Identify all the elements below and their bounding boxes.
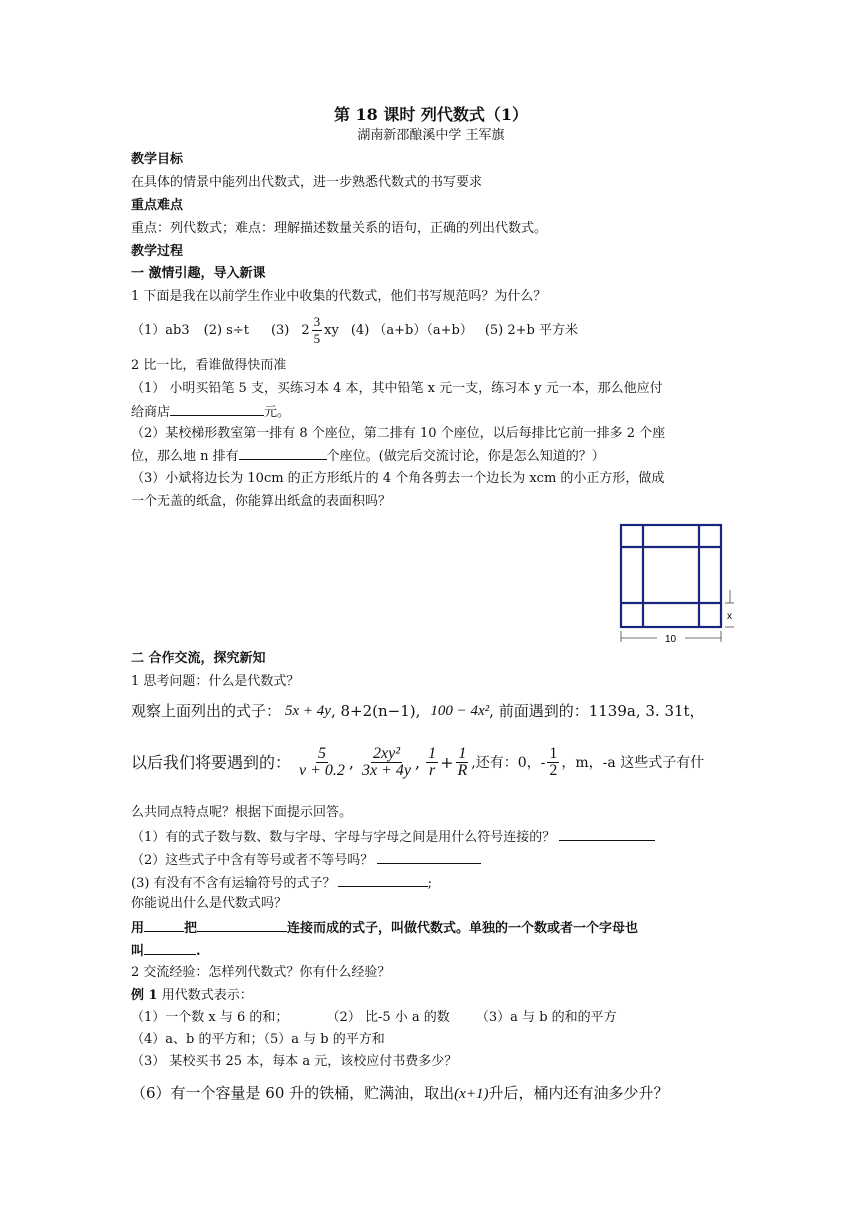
- fraction-denominator: 5: [313, 331, 321, 346]
- answer-blank: [144, 918, 184, 932]
- hint-2: （2）这些式子中含有等号或者不等号吗？: [131, 850, 481, 870]
- example-1-heading: 例 1 用代数式表示：: [131, 988, 253, 1003]
- q1-item-c-fraction: [312, 314, 323, 347]
- can-you-say: 你能说出什么是代数式吗？: [131, 896, 288, 911]
- expr-100-4x2: 100 − 4x²: [430, 703, 490, 719]
- hint-3: (3) 有没有不含有运输符号的式子？ ;: [131, 873, 432, 893]
- example-row-3: （3） 某校买书 25 本，每本 a 元，该校应付书费多少？: [131, 1054, 458, 1069]
- q1-item-d: (4) （a+b）（a+b）: [350, 322, 473, 338]
- expr-5x-4y: 5x + 4y: [285, 703, 331, 719]
- expr-x-plus-1: (x+1): [454, 1086, 489, 1102]
- example-row-4: （6）有一个容量是 60 升的铁桶，贮满油，取出(x+1)升后，桶内还有油多少升？: [131, 1084, 669, 1102]
- common-feature-line: 么共同点特点呢？根据下面提示回答。: [131, 805, 353, 820]
- fraction-5-over-v: $\frac{5}{v + 0.2}$: [299, 745, 345, 779]
- fraction-2xy2: $\frac{\text{2xy²}}{3x + 4y}$: [362, 745, 412, 779]
- fraction-1-over-2: $\frac{1}{2}$: [549, 745, 558, 779]
- q1-item-c-var: xy: [324, 322, 339, 338]
- think-question: 1 思考问题：什么是代数式？: [131, 674, 300, 689]
- part1-heading: 一 激情引趣，导入新课: [131, 266, 266, 281]
- q2-2-line2: 位，那么地 n 排有 个座位。(做完后交流讨论，你是怎么知道的？）: [131, 446, 605, 466]
- definition-line1: 用 把 连接而成的式子，叫做代数式。单独的一个数或者一个字母也: [131, 918, 638, 938]
- fraction-numerator: 3: [313, 314, 321, 329]
- q2-3-line1: （3）小斌将边长为 10cm 的正方形纸片的 4 个角各剪去一个边长为 xcm 的小正方形，做成: [131, 471, 665, 486]
- q2-1-line1: （1） 小明买铅笔 5 支，买练习本 4 本，其中铅笔 x 元一支，练习本 y 元一本，那么他应付: [131, 381, 663, 396]
- hint-1: （1）有的式子数与数、数与字母、字母与字母之间是用什么符号连接的？: [131, 827, 655, 847]
- q1-item-e: (5) 2+b 平方米: [484, 322, 579, 338]
- answer-blank: [377, 850, 481, 864]
- q2-1-line2: 给商店 元。: [131, 402, 290, 422]
- q1-item-a: （1）ab3: [131, 322, 190, 338]
- heading-goal: 教学目标: [131, 152, 184, 167]
- fraction-1-over-R: $\frac{1}{R}$: [457, 745, 468, 779]
- q1-item-c-label: (3): [270, 322, 290, 338]
- answer-blank: [197, 918, 287, 932]
- example-row-2: （4）a、b 的平方和；（5）a 与 b 的平方和: [131, 1032, 385, 1047]
- observe-line: 观察上面列出的式子： 5x + 4y , 8+2(n−1), 100 − 4x² , 前面遇到的：1139a, 3. 31t，: [131, 702, 705, 720]
- answer-blank: [559, 827, 655, 841]
- key-text: 重点：列代数式；难点：理解描述数量关系的语句，正确的列出代数式。: [131, 221, 548, 236]
- dimension-marks: [621, 590, 734, 642]
- example-row-1: （1）一个数 x 与 6 的和； （2） 比-5 小 a 的数 （3）a 与 b 的和的平方: [131, 1010, 617, 1025]
- answer-blank: [170, 402, 264, 416]
- label-x: x: [727, 611, 732, 622]
- heading-process: 教学过程: [131, 244, 184, 259]
- q1-item-b: (2) s÷t: [203, 322, 249, 338]
- heading-key: 重点难点: [131, 198, 184, 213]
- q1-items: [131, 314, 578, 347]
- q2-3-line2: 一个无盖的纸盒，你能算出纸盒的表面积吗？: [131, 494, 392, 509]
- label-10: 10: [665, 634, 677, 645]
- fraction-1-over-r: $\frac{1}{r}$: [428, 745, 437, 779]
- page-title: 第 18 课时 列代数式（1）: [333, 105, 529, 124]
- outer-square: [621, 525, 721, 627]
- later-line: 以后我们将要遇到的： $\frac{5}{v + 0.2}$ , $\frac{\text{2xy²}}{3x + 4y}$ , $\frac{1}{r}$ + $\frac{1}{R}$ ,还有：0，- $\frac{1}{2}$ ，m，-a 这些式子有什: [131, 745, 705, 779]
- question-1: 1 下面是我在以前学生作业中收集的代数式，他们书写规范吗？为什么？: [131, 289, 547, 304]
- figure-lines: [621, 525, 721, 627]
- answer-blank: [338, 873, 428, 887]
- exchange-experience: 2 交流经验：怎样列代数式？你有什么经验？: [131, 965, 391, 980]
- goal-text: 在具体的情景中能列出代数式，进一步熟悉代数式的书写要求: [131, 175, 483, 190]
- part2-heading: 二 合作交流，探究新知: [131, 651, 266, 666]
- q1-item-c-whole: 2: [301, 322, 310, 338]
- q2-2-line1: （2）某校梯形教室第一排有 8 个座位，第二排有 10 个座位，以后每排比它前一排多 2 个座: [131, 426, 666, 441]
- answer-blank: [144, 941, 196, 955]
- answer-blank: [239, 446, 327, 460]
- square-paper-figure: [612, 520, 744, 650]
- author-line: 湖南新邵酿溪中学 王军旗: [357, 128, 505, 143]
- definition-line2: 叫 .: [131, 941, 201, 961]
- question-2: 2 比一比，看谁做得快而准: [131, 358, 287, 373]
